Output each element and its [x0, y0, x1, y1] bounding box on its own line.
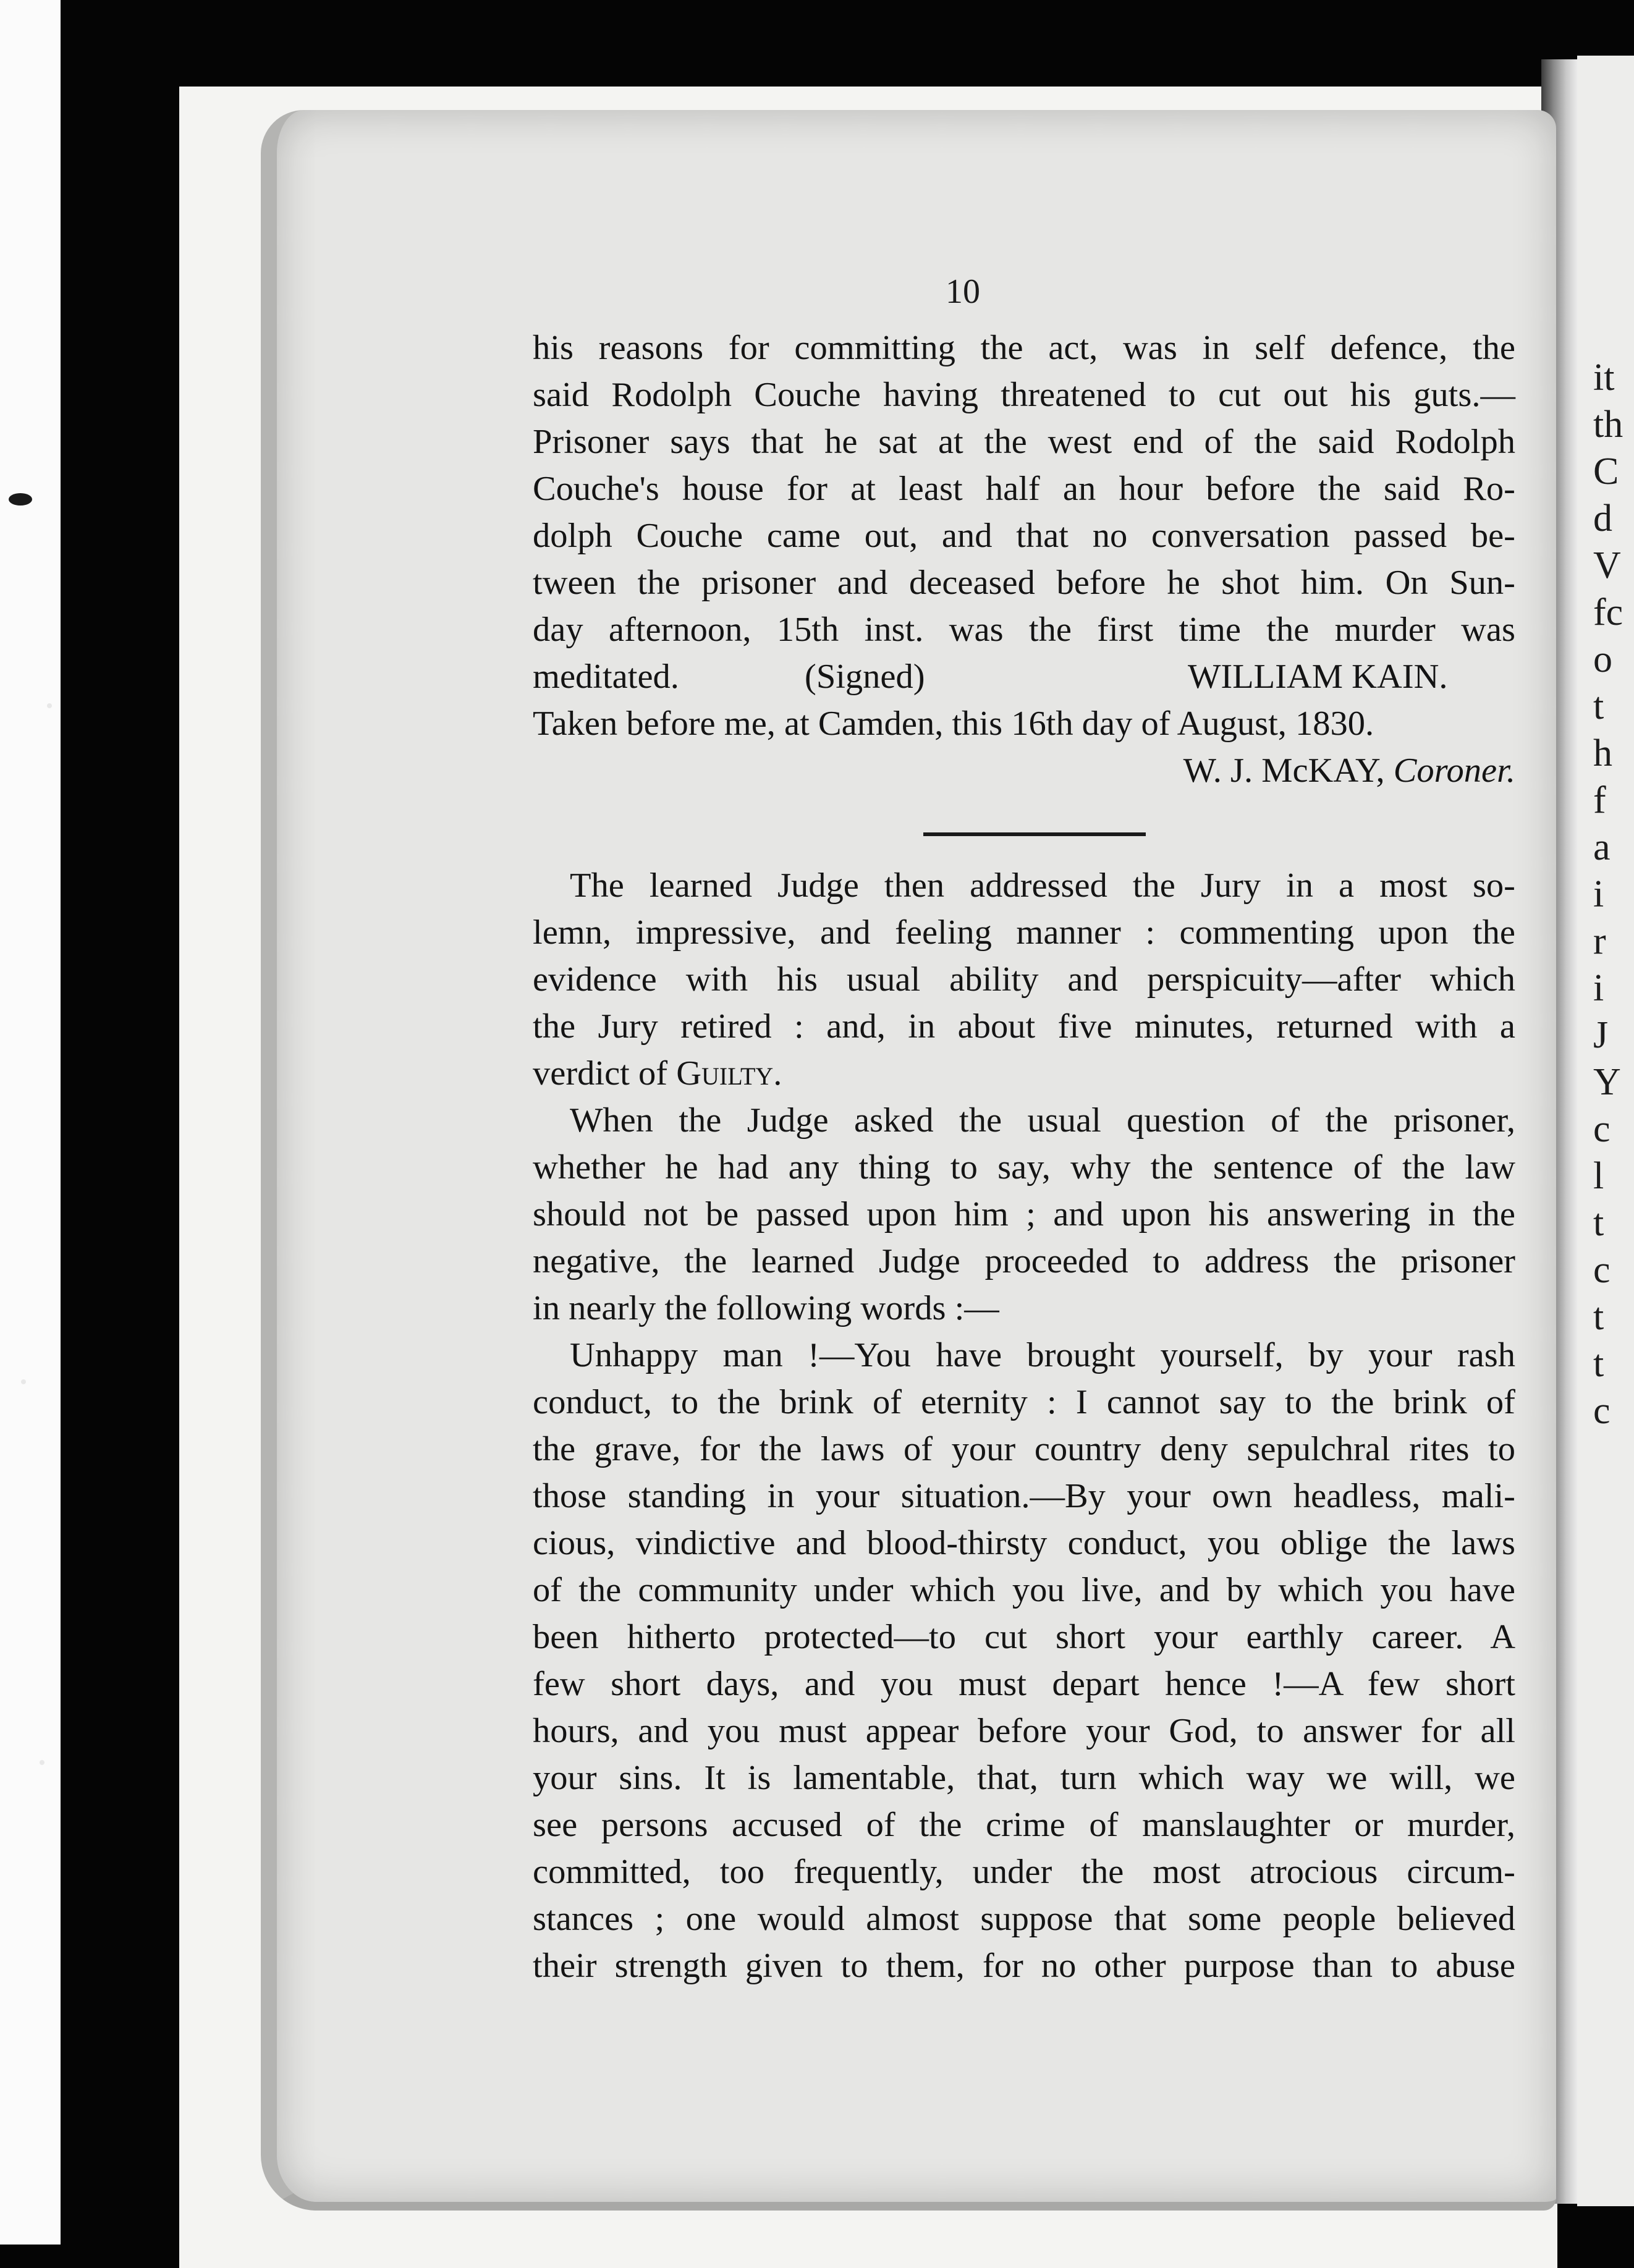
adjacent-page-fragment: a [1593, 826, 1611, 868]
text-line: few short days, and you must depart hence !—A few short [533, 1665, 1515, 1703]
scan-speck [9, 493, 32, 506]
text-line: those standing in your situation.—By your own headless, mali- [533, 1477, 1515, 1515]
coroner-title: Coroner. [1393, 751, 1515, 790]
adjacent-page-fragment: J [1593, 1014, 1609, 1056]
text-line: Couche's house for at least half an hour before the said Ro- [533, 470, 1515, 508]
text-line: evidence with his usual ability and perspicuity—after which [533, 960, 1515, 999]
adjacent-page-fragment: it [1593, 357, 1615, 399]
text-line: whether he had any thing to say, why the sentence of the law [533, 1148, 1515, 1187]
adjacent-page-fragment: o [1593, 638, 1612, 680]
text-line: Unhappy man !—You have brought yourself, by your rash [570, 1336, 1515, 1374]
text-line: your sins. It is lamentable, that, turn which way we will, we [533, 1759, 1515, 1797]
adjacent-page-fragment: Y [1593, 1061, 1621, 1103]
page-number: 10 [946, 273, 980, 311]
adjacent-page-fragment: l [1593, 1155, 1604, 1197]
adjacent-page-fragment: V [1593, 544, 1621, 586]
adjacent-page-fragment: h [1593, 732, 1612, 774]
last-word: meditated. [533, 658, 679, 696]
adjacent-page-fragment: c [1593, 1249, 1611, 1291]
adjacent-page-fragment: d [1593, 497, 1612, 539]
adjacent-page-fragment: C [1593, 451, 1619, 493]
text-line: committed, too frequently, under the most atrocious circum- [533, 1853, 1515, 1891]
signed-label: (Signed) [805, 658, 925, 696]
text-line: When the Judge asked the usual question of the prisoner, [570, 1101, 1515, 1140]
text-line: Prisoner says that he sat at the west end of the said Rodolph [533, 423, 1515, 461]
verdict-paragraph [533, 862, 1515, 1097]
text-line: see persons accused of the crime of manslaughter or murder, [533, 1806, 1515, 1844]
text-line: stances ; one would almost suppose that some people believed [533, 1900, 1515, 1938]
verdict-word: Guilty. [676, 1054, 782, 1093]
text-line: day afternoon, 15th inst. was the first time the murder was [533, 611, 1515, 649]
text-line: dolph Couche came out, and that no conversation passed be- [533, 517, 1515, 555]
sentence-paragraph [533, 1332, 1515, 1989]
adjacent-page-fragment: f [1593, 779, 1606, 821]
text-line: conduct, to the brink of eternity : I cannot say to the brink of [533, 1383, 1515, 1421]
text-line: should not be passed upon him ; and upon his answering in the [533, 1195, 1515, 1233]
adjacent-page-fragment: i [1593, 873, 1604, 915]
verdict-line [533, 1050, 1515, 1097]
text-line: hours, and you must appear before your God, to answer for all [533, 1712, 1515, 1750]
adjacent-page-fragment: fc [1593, 591, 1623, 633]
adjacent-page-fragment: c [1593, 1390, 1611, 1432]
verdict-prefix: verdict of [533, 1054, 668, 1093]
scan-speck [40, 1760, 44, 1765]
text-line: the Jury retired : and, in about five minutes, returned with a [533, 1007, 1515, 1046]
question-paragraph [533, 1097, 1515, 1332]
text-line: in nearly the following words :— [533, 1289, 999, 1327]
adjacent-page-edge [1577, 56, 1634, 2206]
adjacent-page-fragment: t [1593, 1296, 1604, 1338]
coroner-line [533, 747, 1515, 794]
text-line: been hitherto protected—to cut short your earthly career. A [533, 1618, 1515, 1656]
deposition-block [533, 324, 1515, 794]
adjacent-page-fragment: i [1593, 967, 1604, 1009]
text-line: lemn, impressive, and feeling manner : commenting upon the [533, 913, 1515, 952]
text-line: of the community under which you live, and by which you have [533, 1571, 1515, 1609]
coroner-name: W. J. McKAY, [1183, 751, 1385, 790]
signature-line [533, 653, 1515, 700]
text-line: his reasons for committing the act, was in self defence, the [533, 329, 1515, 367]
scan-speck [47, 703, 52, 708]
section-divider [923, 832, 1146, 836]
adjacent-page-fragment: r [1593, 920, 1606, 962]
scan-margin-left [0, 0, 61, 2245]
text-line: their strength given to them, for no other purpose than to abuse [533, 1947, 1515, 1985]
signer-name: WILLIAM KAIN. [1188, 658, 1448, 696]
text-line: the grave, for the laws of your country deny sepulchral rites to [533, 1430, 1515, 1468]
adjacent-page-fragment: c [1593, 1108, 1611, 1150]
text-line: The learned Judge then addressed the Jury in a most so- [570, 866, 1515, 905]
adjacent-page-fragment: t [1593, 1343, 1604, 1385]
text-line: negative, the learned Judge proceeded to address the prisoner [533, 1242, 1515, 1280]
adjacent-page-fragment: th [1593, 404, 1623, 446]
text-line: said Rodolph Couche having threatened to cut out his guts.— [533, 376, 1515, 414]
adjacent-page-fragment: t [1593, 1202, 1604, 1244]
text-line: tween the prisoner and deceased before he shot him. On Sun- [533, 564, 1515, 602]
text-line: cious, vindictive and blood-thirsty conduct, you oblige the laws [533, 1524, 1515, 1562]
scan-speck [21, 1379, 26, 1384]
page-text [533, 324, 1515, 1989]
taken-before-line: Taken before me, at Camden, this 16th day of August, 1830. [533, 705, 1374, 743]
adjacent-page-fragment: t [1593, 685, 1604, 727]
